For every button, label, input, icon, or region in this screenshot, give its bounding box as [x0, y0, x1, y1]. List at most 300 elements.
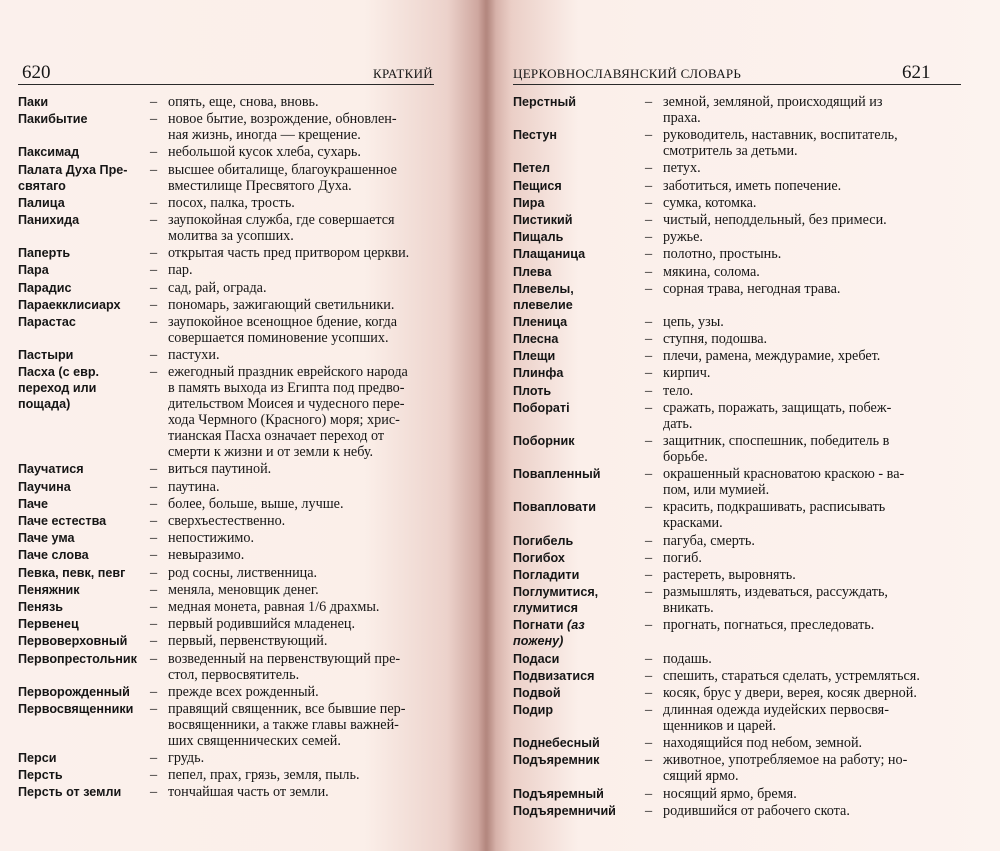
entry-definition: прогнать, погнаться, преследовать.	[663, 617, 875, 634]
entry-dash: –	[150, 784, 158, 801]
entry-definition: заупокойная служба, где совершается молитва за усопших.	[168, 211, 395, 244]
entry-dash: –	[645, 127, 653, 144]
book-gutter	[478, 0, 496, 851]
entry-definition: красить, подкрашивать, расписывать красками.	[663, 499, 886, 532]
entry-term-text: Подаси	[513, 651, 560, 666]
entry-definition: чистый, неподдельный, без примеси.	[663, 211, 887, 228]
entry-dash: –	[645, 802, 653, 819]
dictionary-entry	[18, 314, 434, 346]
entry-dash: –	[150, 364, 158, 381]
entry-term-text: Пастыри	[18, 348, 74, 363]
entry-definition: более, больше, выше, лучше.	[168, 495, 344, 512]
entry-definition: тончайшая часть от земли.	[168, 784, 329, 801]
entry-term-text: Палица	[18, 195, 65, 210]
entry-dash: –	[150, 194, 158, 211]
dictionary-entry	[513, 533, 961, 549]
dictionary-entry	[18, 582, 434, 598]
entry-dash: –	[645, 499, 653, 516]
dictionary-entry	[513, 212, 961, 228]
entry-dash: –	[645, 263, 653, 280]
entry-definition: тело.	[663, 382, 694, 399]
entry-dash: –	[150, 767, 158, 784]
entry-term-text: Перворожденный	[18, 684, 130, 699]
dictionary-entry	[513, 685, 961, 701]
entry-term	[513, 567, 645, 583]
entry-definition: находящийся под небом, земной.	[663, 735, 863, 752]
header-rule	[513, 84, 961, 85]
entry-definition: первый родившийся младенец.	[168, 616, 356, 633]
dictionary-entry	[18, 262, 434, 278]
dictionary-entry	[18, 162, 434, 194]
dictionary-entry	[513, 94, 961, 126]
entry-definition: петух.	[663, 160, 701, 177]
dictionary-entry	[513, 160, 961, 176]
entry-dash: –	[150, 495, 158, 512]
dictionary-entry	[18, 767, 434, 783]
entry-term	[513, 702, 645, 734]
entry-term	[18, 111, 150, 143]
entry-term-text: Подир	[513, 703, 554, 718]
entry-definition: пагуба, смерть.	[663, 532, 755, 549]
entry-dash: –	[645, 617, 653, 634]
entry-term	[18, 616, 150, 632]
dictionary-entry	[513, 803, 961, 819]
page-number: 620	[22, 62, 51, 83]
entry-term-text: Пещися	[513, 178, 562, 193]
entry-term	[513, 400, 645, 432]
entry-term-text: Поборник	[513, 434, 575, 448]
entry-definition: длинная одежда иудейских первосвя- щенников и царей.	[663, 702, 889, 735]
entry-dash: –	[645, 177, 653, 194]
dictionary-entry	[513, 281, 961, 313]
entry-dash: –	[150, 161, 158, 178]
entry-term	[513, 499, 645, 531]
entry-term	[18, 245, 150, 261]
entry-term	[513, 752, 645, 784]
entry-term-text: Пенязь	[18, 599, 64, 614]
entry-term-text: Певка, певк, певг	[18, 565, 126, 580]
entry-term-text: Плещи	[513, 349, 556, 364]
entry-term	[513, 533, 645, 549]
dictionary-entry	[513, 668, 961, 684]
entry-dash: –	[150, 478, 158, 495]
entry-term-text: Плева	[513, 264, 552, 279]
entry-dash: –	[645, 785, 653, 802]
entry-definition: меняла, меновщик денег.	[168, 581, 319, 598]
entry-dash: –	[645, 466, 653, 483]
dictionary-entry	[18, 461, 434, 477]
entry-definition: носящий ярмо, бремя.	[663, 785, 797, 802]
entry-term-text: Персть	[18, 768, 63, 783]
entry-term	[513, 550, 645, 566]
entry-dash: –	[645, 549, 653, 566]
entry-dash: –	[150, 513, 158, 529]
entry-term	[18, 565, 150, 581]
entry-term	[513, 348, 645, 364]
entry-definition: ежегодный праздник еврейского народа в память выхода из Египта под предво- дительством Моисея и чудесного пере- хода Чермного (Красного) моря; хрис- тианская Пасха означает переход от смерти к жизни и от земли к небу.	[168, 364, 408, 461]
entry-term-text: Плесна	[513, 332, 559, 347]
entry-dash: –	[645, 684, 653, 701]
entry-term-text: Пищаль	[513, 230, 564, 245]
header-rule	[18, 84, 434, 85]
entry-dash: –	[645, 584, 653, 601]
entry-term-text: Паки	[18, 95, 49, 109]
entry-term	[18, 297, 150, 313]
entry-term-text: Поднебесный	[513, 736, 600, 751]
dictionary-entry	[513, 752, 961, 784]
entry-definition: высшее обиталище, благоукрашенное вместилище Пресвятого Духа.	[168, 161, 397, 194]
entry-definition: возведенный на первенствующий пре- стол, первосвятитель.	[168, 650, 401, 683]
entry-definition: ружье.	[663, 229, 703, 246]
entry-definition: сражать, поражать, защищать, побеж- дать.	[663, 399, 892, 432]
entry-term	[18, 162, 150, 194]
entry-dash: –	[645, 313, 653, 330]
entry-definition: медная монета, равная 1/6 драхмы.	[168, 598, 380, 615]
entry-term	[513, 264, 645, 280]
entry-dash: –	[645, 365, 653, 382]
entry-dash: –	[645, 650, 653, 667]
dictionary-entry	[18, 633, 434, 649]
entry-definition: цепь, узы.	[663, 313, 724, 330]
entry-dash: –	[645, 331, 653, 348]
entry-term	[513, 803, 645, 819]
entry-term	[18, 530, 150, 546]
entry-dash: –	[150, 598, 158, 615]
entry-dash: –	[150, 313, 158, 330]
entry-dash: –	[645, 382, 653, 399]
entry-dash: –	[645, 399, 653, 416]
entry-definition: полотно, простынь.	[663, 246, 782, 263]
entry-term	[513, 735, 645, 751]
entry-term	[513, 668, 645, 684]
entry-term-text: Первоверховный	[18, 634, 128, 649]
dictionary-entry	[513, 246, 961, 262]
entry-dash: –	[150, 616, 158, 633]
entry-term-text: Пленица	[513, 314, 568, 329]
entry-definition: пар.	[168, 262, 193, 279]
entry-term-text: Паче ума	[18, 531, 75, 546]
entry-term	[513, 314, 645, 330]
entry-term	[18, 750, 150, 766]
entry-definition: пастухи.	[168, 347, 220, 364]
dictionary-entry	[18, 684, 434, 700]
entry-term	[513, 160, 645, 176]
right-page	[486, 0, 1000, 851]
entry-term-text: Плевелы, плевелие	[513, 281, 574, 312]
entry-term	[513, 229, 645, 245]
entry-definition: первый, первенствующий.	[168, 633, 328, 650]
dictionary-entry	[513, 433, 961, 465]
entry-term	[513, 195, 645, 211]
entry-dash: –	[645, 160, 653, 177]
entry-definition: родившийся от рабочего скота.	[663, 802, 850, 819]
dictionary-entry	[513, 651, 961, 667]
entry-term	[513, 127, 645, 159]
entry-term	[513, 281, 645, 313]
entry-dash: –	[150, 700, 158, 717]
entry-term	[513, 617, 645, 649]
entry-dash: –	[645, 702, 653, 719]
entry-term	[18, 212, 150, 244]
entry-term-text: Пеняжник	[18, 582, 80, 597]
entry-dash: –	[645, 667, 653, 684]
entry-definition: подашь.	[663, 650, 712, 667]
entry-dash: –	[645, 211, 653, 228]
dictionary-entry	[18, 496, 434, 512]
dictionary-entry	[18, 513, 434, 529]
entry-term	[18, 94, 150, 110]
entry-term	[513, 246, 645, 262]
entry-dash: –	[645, 566, 653, 583]
dictionary-entry	[513, 567, 961, 583]
entry-definition: ступня, подошва.	[663, 331, 768, 348]
entry-term-text: Первенец	[18, 617, 79, 632]
entry-definition: земной, земляной, происходящий из праха.	[663, 94, 883, 126]
entry-term-text: Погибель	[513, 533, 574, 548]
entry-term-text: Пестун	[513, 128, 557, 143]
dictionary-entry	[513, 314, 961, 330]
entry-dash: –	[645, 532, 653, 549]
entry-definition: мякина, солома.	[663, 263, 760, 280]
dictionary-entry	[513, 584, 961, 616]
dictionary-entry	[18, 651, 434, 683]
entry-dash: –	[150, 347, 158, 364]
dictionary-entry	[18, 245, 434, 261]
entry-definition: кирпич.	[663, 365, 711, 382]
entry-term	[513, 212, 645, 228]
entry-definition: сад, рай, ограда.	[168, 279, 267, 296]
entry-dash: –	[645, 433, 653, 449]
entry-term	[513, 383, 645, 399]
entry-term	[18, 701, 150, 749]
dictionary-entry	[18, 479, 434, 495]
dictionary-entry	[18, 280, 434, 296]
entry-dash: –	[645, 280, 653, 297]
entry-definition: паутина.	[168, 478, 220, 495]
entry-term-text: Перстный	[513, 95, 577, 109]
entry-dash: –	[645, 752, 653, 769]
dictionary-entry	[18, 111, 434, 143]
entry-term-text: Петел	[513, 161, 551, 176]
entry-dash: –	[150, 530, 158, 547]
entry-definition: непостижимо.	[168, 530, 255, 547]
entry-term	[513, 178, 645, 194]
dictionary-entry	[18, 616, 434, 632]
entry-definition: прежде всех рожденный.	[168, 683, 319, 700]
entry-term-text: Пистикий	[513, 212, 573, 227]
dictionary-entry	[513, 348, 961, 364]
entry-definition: защитник, споспешник, победитель в борьбе.	[663, 433, 890, 465]
entry-term	[513, 365, 645, 381]
entry-term-text: Пасха (с евр. переход или пощада)	[18, 365, 100, 412]
dictionary-entry	[513, 499, 961, 531]
entry-term-text: Парастас	[18, 314, 76, 329]
entry-definition: виться паутиной.	[168, 461, 272, 478]
entry-term-text: Паче слова	[18, 548, 89, 563]
entry-term	[18, 144, 150, 160]
entry-term	[18, 280, 150, 296]
entry-term	[18, 684, 150, 700]
dictionary-entry	[513, 383, 961, 399]
entry-definition: плечи, рамена, междурамие, хребет.	[663, 348, 881, 365]
entry-definition: размышлять, издеваться, рассуждать, вникать.	[663, 584, 888, 617]
entry-definition: растереть, выровнять.	[663, 566, 796, 583]
entry-term	[513, 786, 645, 802]
entry-definition: животное, употребляемое на работу; но- сящий ярмо.	[663, 752, 908, 785]
entry-term-text: Поглумитися, глумитися	[513, 585, 599, 616]
entry-term	[513, 584, 645, 616]
entry-definition: заупокойное всенощное бдение, когда совершается поминовение усопших.	[168, 313, 398, 346]
entry-dash: –	[150, 650, 158, 667]
entry-term-text: Паче	[18, 496, 49, 511]
entry-definition: род сосны, лиственница.	[168, 564, 318, 581]
entry-dash: –	[150, 461, 158, 478]
entry-definition: пепел, прах, грязь, земля, пыль.	[168, 767, 360, 784]
entry-definition: новое бытие, возрождение, обновлен- ная жизнь, иногда — крещение.	[168, 111, 397, 144]
dictionary-entry	[18, 784, 434, 800]
running-head: ЦЕРКОВНОСЛАВЯНСКИЙ СЛОВАРЬ	[513, 66, 742, 81]
entry-term-text: Палата Духа Пре- святаго	[18, 162, 128, 193]
dictionary-entry	[513, 400, 961, 432]
entry-dash: –	[150, 296, 158, 313]
entry-term-text: Панихида	[18, 212, 80, 227]
entry-dash: –	[150, 262, 158, 279]
entry-dash: –	[150, 279, 158, 296]
entry-term-text: Паучатися	[18, 462, 84, 477]
dictionary-entry	[513, 195, 961, 211]
entry-term	[18, 582, 150, 598]
entry-dash: –	[150, 245, 158, 262]
entry-term-text: Погибох	[513, 550, 565, 565]
entry-definition: небольшой кусок хлеба, сухарь.	[168, 144, 361, 161]
entry-term	[513, 94, 645, 126]
entry-dash: –	[150, 564, 158, 581]
entry-dash: –	[150, 683, 158, 700]
dictionary-entry	[18, 144, 434, 160]
entry-term-text: Первосвященники	[18, 701, 134, 716]
entry-term	[513, 685, 645, 701]
entry-dash: –	[645, 246, 653, 263]
entry-term	[18, 364, 150, 460]
dictionary-entry	[513, 617, 961, 649]
entry-term-text: Парадис	[18, 280, 72, 295]
dictionary-entry	[18, 599, 434, 615]
entry-term-text: Плоть	[513, 383, 552, 398]
entry-definition: руководитель, наставник, воспитатель, смотритель за детьми.	[663, 127, 898, 160]
entry-dash: –	[645, 94, 653, 110]
entry-term-text: Подъяремный	[513, 786, 604, 801]
entry-term	[18, 651, 150, 683]
entry-term-text: Плащаница	[513, 247, 586, 262]
entry-term-text: Паучина	[18, 479, 71, 494]
dictionary-entry	[18, 94, 434, 110]
left-page	[0, 0, 486, 851]
dictionary-entry	[513, 331, 961, 347]
dictionary-entry	[18, 530, 434, 546]
dictionary-entry	[18, 195, 434, 211]
entry-definition: косяк, брус у двери, верея, косяк дверной.	[663, 684, 917, 701]
entry-term-text: Параекклисиарх	[18, 297, 121, 312]
dictionary-entry	[513, 702, 961, 734]
entry-term	[513, 433, 645, 465]
entry-term	[18, 513, 150, 529]
entry-definition: открытая часть пред притвором церкви.	[168, 245, 410, 262]
entry-dash: –	[645, 735, 653, 752]
dictionary-entry	[18, 701, 434, 749]
entry-term-note: (аз пожену)	[513, 618, 585, 649]
entry-definition: спешить, стараться сделать, устремляться.	[663, 667, 920, 684]
entry-definition: сверхъестественно.	[168, 513, 286, 529]
entry-term	[18, 496, 150, 512]
entry-term-text: Подъяремничий	[513, 803, 616, 818]
dictionary-entry	[513, 127, 961, 159]
entry-term-text: Пира	[513, 195, 545, 210]
entry-term	[18, 599, 150, 615]
entry-term	[513, 466, 645, 498]
running-head: КРАТКИЙ	[373, 66, 433, 81]
entry-dash: –	[150, 211, 158, 228]
dictionary-entry	[513, 178, 961, 194]
entry-term-text: Подъяремник	[513, 753, 600, 768]
entry-term	[18, 547, 150, 563]
entry-term-text: Персть от земли	[18, 785, 122, 800]
entry-term-text: Погладити	[513, 567, 580, 582]
dictionary-entry	[513, 365, 961, 381]
entry-term-text: Повапловати	[513, 500, 596, 515]
entry-definition: опять, еще, снова, вновь.	[168, 94, 319, 110]
entry-definition: окрашенный красноватою краскою - ва- пом, или мумией.	[663, 466, 905, 499]
entry-term	[18, 784, 150, 800]
dictionary-entry	[513, 786, 961, 802]
entry-term-text: Повапленный	[513, 467, 601, 482]
entry-definition: грудь.	[168, 750, 205, 767]
entry-term-text: Паче естества	[18, 514, 107, 528]
entry-term-text: Плинфа	[513, 366, 564, 381]
entry-dash: –	[645, 229, 653, 246]
dictionary-entry	[18, 212, 434, 244]
dictionary-entry	[513, 735, 961, 751]
entry-dash: –	[150, 633, 158, 650]
entry-definition: посох, палка, трость.	[168, 194, 295, 211]
entry-dash: –	[645, 348, 653, 365]
dictionary-entry	[513, 229, 961, 245]
entry-term	[18, 314, 150, 346]
dictionary-entry	[513, 466, 961, 498]
entry-term	[18, 479, 150, 495]
entry-dash: –	[150, 144, 158, 161]
entry-term	[513, 331, 645, 347]
entry-term-text: Пакибытие	[18, 112, 88, 127]
entry-term-text: Первопрестольник	[18, 651, 137, 666]
dictionary-entry	[18, 547, 434, 563]
entry-term-text: Паксимад	[18, 145, 80, 160]
entry-term-text: Пара	[18, 263, 49, 278]
entry-definition: невыразимо.	[168, 547, 245, 564]
entry-dash: –	[150, 547, 158, 564]
entry-term-text: Побораті	[513, 400, 570, 415]
entry-definition: сумка, котомка.	[663, 194, 757, 211]
entry-dash: –	[150, 750, 158, 767]
entry-dash: –	[645, 194, 653, 211]
page-number: 621	[902, 62, 931, 83]
dictionary-entry	[18, 364, 434, 460]
entry-dash: –	[150, 111, 158, 128]
entry-term-text: Перси	[18, 751, 57, 766]
entry-term-text: Подвой	[513, 685, 561, 700]
entry-definition: заботиться, иметь попечение.	[663, 177, 842, 194]
entry-term-text: Подвизатися	[513, 668, 595, 683]
dictionary-entry	[18, 565, 434, 581]
